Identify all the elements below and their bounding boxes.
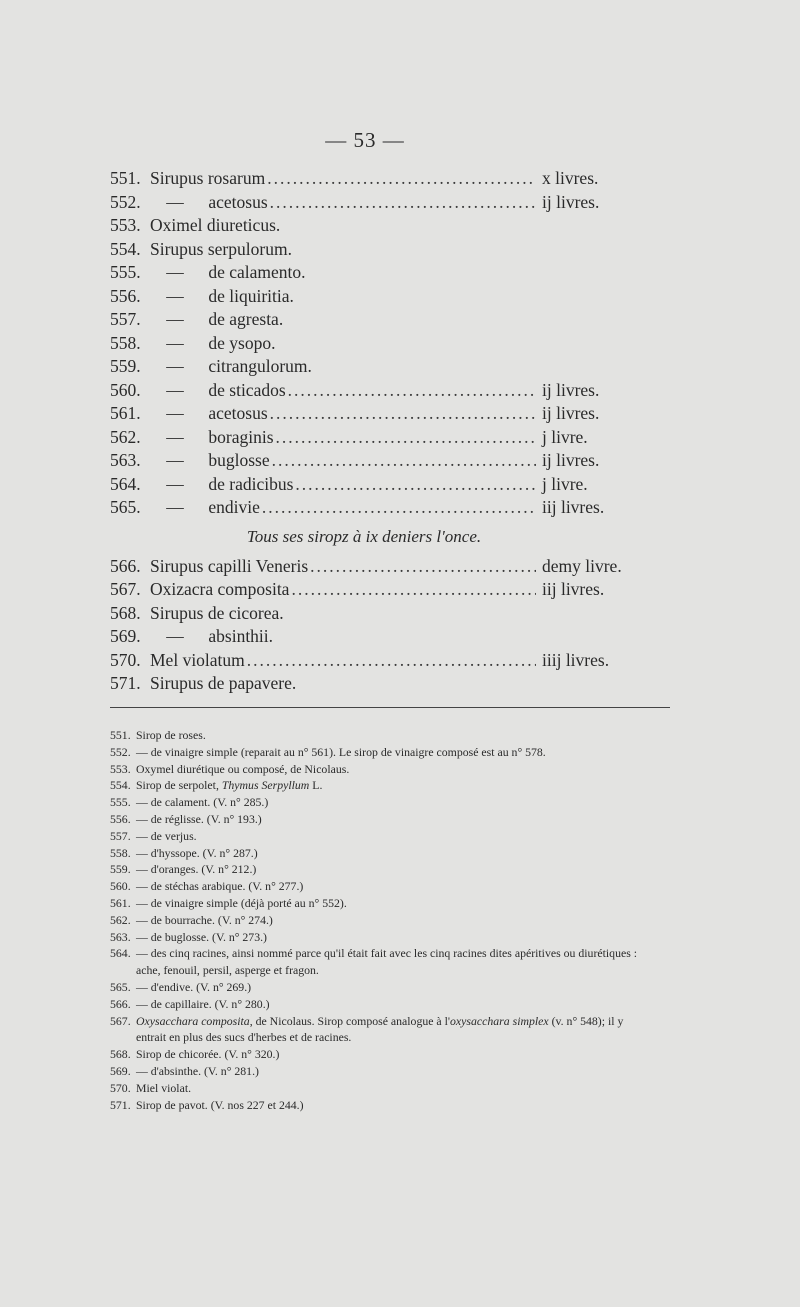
footnote-number: 557. [110,828,131,843]
footnote-text [136,895,650,912]
footnote-body: — de calament. (V. n° 285.) [136,795,269,810]
rubric: Tous ses siropz à ix deniers l'once. [246,526,482,546]
entry-number: 569. [110,626,141,646]
footnote-number: 569. [110,1063,131,1078]
footnote-text [136,794,650,811]
entry-number: 551. [110,168,141,188]
dot-leader [276,427,536,448]
footnote [110,794,650,811]
footnote-rule [110,707,670,708]
entry-price: j livre. [542,426,588,447]
footnote-text [136,845,650,862]
footnote-italic: oxysacchara simplex [450,1013,549,1028]
ditto-dash: — [166,309,184,329]
entry-name [146,626,273,647]
entry-name [150,603,284,624]
footnote-body: — de vinaigre simple (reparait au n° 561). Le sirop de vinaigre composé est au n° 578. [136,744,546,759]
entry-name [146,427,274,448]
entry-price: ij livres. [542,450,600,470]
footnote-number: 559. [110,862,131,877]
entry-name [150,579,289,600]
footnote [110,861,650,878]
entry-name [146,192,268,213]
footnote-body: — de réglisse. (V. n° 193.) [136,811,262,826]
footnote-number: 565. [110,979,131,994]
entry-name-text: Sirupus rosarum [150,168,266,188]
entry-price: iij livres. [542,497,605,517]
entry-row [110,262,630,286]
footnote-number: 554. [110,778,131,793]
entry-row [110,427,630,451]
entry-name [150,239,292,260]
footnote [110,1097,650,1114]
footnote-number: 553. [110,761,131,776]
entry-number: 553. [110,215,141,235]
dot-leader [270,403,536,424]
entry-number: 566. [110,555,141,576]
footnote [110,828,650,845]
footnote-italic: Thymus Serpyllum [221,778,310,793]
footnote-text [136,727,650,744]
entry-name-text: Sirupus capilli Veneris [150,555,309,576]
entry-name-text: de calamento. [208,262,306,282]
entry-name [146,380,286,401]
footnote-body: — d'absinthe. (V. n° 281.) [136,1063,259,1078]
entry-number: 558. [110,332,141,353]
footnote-text [136,828,650,845]
ditto-dash: — [166,426,184,447]
entry-number: 555. [110,262,141,282]
entry-name-text: Sirupus de papavere. [150,673,297,693]
entry-row [110,603,630,627]
ditto-dash: — [166,450,184,470]
entry-name-text: Mel violatum [150,649,245,670]
footnote-body: Sirop de roses. [136,728,206,742]
entry-row [110,168,630,192]
footnote-body: Sirop de pavot. (V. nos 227 et 244.) [136,1097,304,1112]
footnote [110,1080,650,1097]
entry-name [146,333,275,354]
entry-row [110,333,630,357]
footnote-number: 555. [110,795,131,810]
entry-row [110,356,630,380]
dot-leader [295,474,536,495]
footnote-text [136,744,650,761]
footnote-number: 562. [110,912,131,927]
footnote-body: — de bourrache. (V. n° 274.) [136,912,273,927]
footnote-body: — de stéchas arabique. (V. n° 277.) [136,879,304,894]
footnote [110,878,650,895]
page-number: — 53 — [325,128,405,152]
footnote-text [136,1063,650,1080]
footnote-body: — de vinaigre simple (déjà porté au n° 552). [136,895,347,910]
footnote-body: — de buglosse. (V. n° 273.) [136,929,267,944]
entry-row [110,380,630,404]
footnote [110,979,650,996]
entry-number: 562. [110,426,141,447]
footnote [110,761,650,778]
entry-row [110,309,630,333]
footnote [110,1063,650,1080]
ditto-dash: — [166,285,184,306]
entry-name-text: de liquiritia. [208,285,294,306]
entry-number: 563. [110,450,141,470]
entry-row [110,497,630,521]
footnotes [110,727,650,1113]
footnote [110,1046,650,1063]
dot-leader [310,556,536,577]
entry-name [150,673,296,694]
entry-row [110,650,630,674]
footnote [110,895,650,912]
footnote-text [136,912,650,929]
entry-row [110,673,630,697]
entry-number: 568. [110,602,141,623]
entry-name-text: absinthii. [208,626,274,646]
entry-row [110,626,630,650]
footnote-body: — de capillaire. (V. n° 280.) [136,996,270,1011]
entry-name [146,286,294,307]
footnote-text [136,777,650,794]
footnote-number: 551. [110,728,131,742]
footnote-body: — d'oranges. (V. n° 212.) [136,862,257,877]
ditto-dash: — [166,191,184,212]
entry-name-text: endivie [208,497,260,517]
footnote-number: 556. [110,811,131,826]
entry-name [146,450,270,471]
entry-number: 556. [110,285,141,306]
footnote [110,929,650,946]
entry-name-text: de ysopo. [208,332,276,353]
footnote-number: 566. [110,996,131,1011]
ditto-dash: — [166,473,184,494]
ditto-dash: — [166,379,184,400]
entry-list [110,168,630,697]
entry-price: ij livres. [542,403,600,423]
dot-leader [262,497,536,518]
footnote [110,945,650,979]
entry-number: 561. [110,403,141,423]
entry-row [110,192,630,216]
footnote-number: 552. [110,744,131,759]
footnote [110,845,650,862]
entry-list-b [110,556,630,697]
footnote-text [136,1046,650,1063]
footnote-text [136,929,650,946]
entry-row [110,286,630,310]
footnote [110,996,650,1013]
entry-number: 560. [110,379,141,400]
footnote-body: (v. n° 548); il y entrait en plus des sucs d'herbes et de racines. [136,1013,624,1045]
entry-price: ij livres. [542,379,600,400]
dot-leader [270,192,536,213]
entry-price: iiij livres. [542,649,610,670]
footnote-text [136,1080,650,1097]
entry-row [110,450,630,474]
ditto-dash: — [166,332,184,353]
footnote-text [136,811,650,828]
entry-name-text: Oxizacra composita [150,579,290,599]
entry-number: 564. [110,473,141,494]
footnote-body: Miel violat. [136,1080,192,1095]
dot-leader [272,450,536,471]
footnote-body: — des cinq racines, ainsi nommé parce qu'il était fait avec les cinq racines dites apéritives ou diurétiques : ache, fenouil, persil, asperge et fragon. [136,946,638,978]
entry-price: iij livres. [542,579,605,599]
entry-name-text: de sticados [208,379,286,400]
footnote-italic: Oxysacchara composita [136,1013,250,1028]
entry-row [110,556,630,580]
dot-leader [247,650,536,671]
footnote-number: 558. [110,845,131,860]
footnote [110,744,650,761]
ditto-dash: — [166,356,184,376]
entry-number: 552. [110,191,141,212]
entry-name-text: acetosus [208,403,268,423]
entry-price: demy livre. [542,555,622,576]
entry-name [150,168,265,189]
entry-name [146,262,306,283]
footnote-number: 570. [110,1080,131,1095]
entry-name [146,309,283,330]
ditto-dash: — [166,403,184,423]
entry-list-a [110,168,630,521]
footnote-body: L. [309,778,323,793]
entry-name-text: de radicibus [208,473,294,494]
footnote [110,1013,650,1047]
entry-row [110,579,630,603]
footnote-body: Sirop de chicorée. (V. n° 320.) [136,1047,280,1062]
entry-name [146,403,268,424]
entry-number: 557. [110,309,141,329]
footnote-number: 560. [110,879,131,894]
footnote-text [136,761,650,778]
footnote-text [136,861,650,878]
footnote-body: Sirop de serpolet, [136,778,222,793]
entry-number: 559. [110,356,141,376]
entry-row [110,474,630,498]
dot-leader [267,168,536,189]
dot-leader [288,380,536,401]
footnote-text [136,878,650,895]
entry-name-text: de agresta. [208,309,284,329]
footnote-body: — d'hyssope. (V. n° 287.) [136,845,258,860]
entry-number: 565. [110,497,141,517]
entry-name [146,474,293,495]
footnote [110,912,650,929]
entry-name-text: acetosus [208,191,268,212]
entry-name [146,356,312,377]
footnote-text [136,1097,650,1114]
footnote-text [136,945,650,979]
footnote-number: 563. [110,929,131,944]
dot-leader [291,579,536,600]
footnote-text [136,1013,650,1047]
entry-row [110,239,630,263]
entry-number: 567. [110,579,141,599]
footnote-number: 571. [110,1097,131,1112]
footnote-text [136,979,650,996]
footnote-body: Oxymel diurétique ou composé, de Nicolaus. [136,761,350,776]
footnote [110,727,650,744]
ditto-dash: — [166,626,184,646]
footnote-number: 561. [110,895,131,910]
footnote [110,811,650,828]
entry-price: x livres. [542,168,599,188]
footnote-number: 567. [110,1013,131,1028]
entry-price: ij livres. [542,191,600,212]
entry-row [110,403,630,427]
footnote-number: 564. [110,946,131,961]
footnote-body: , de Nicolaus. Sirop composé analogue à l' [249,1013,451,1028]
footnote-body: — de verjus. [136,828,197,843]
entry-row [110,215,630,239]
footnote-body: — d'endive. (V. n° 269.) [136,979,252,994]
entry-name-text: Oximel diureticus. [150,215,281,235]
entry-number: 571. [110,673,141,693]
entry-number: 554. [110,238,141,259]
entry-name-text: buglosse [208,450,270,470]
entry-name-text: Sirupus de cicorea. [150,602,284,623]
entry-name [150,215,280,236]
entry-name-text: citrangulorum. [208,356,312,376]
ditto-dash: — [166,497,184,517]
entry-name-text: Sirupus serpulorum. [150,238,292,259]
entry-price: j livre. [542,473,588,494]
ditto-dash: — [166,262,184,282]
footnote-text [136,996,650,1013]
entry-name-text: boraginis [208,426,274,447]
entry-name [146,497,260,518]
footnote [110,777,650,794]
entry-name [150,556,308,577]
entry-number: 570. [110,649,141,670]
entry-name [150,650,245,671]
footnote-number: 568. [110,1047,131,1062]
